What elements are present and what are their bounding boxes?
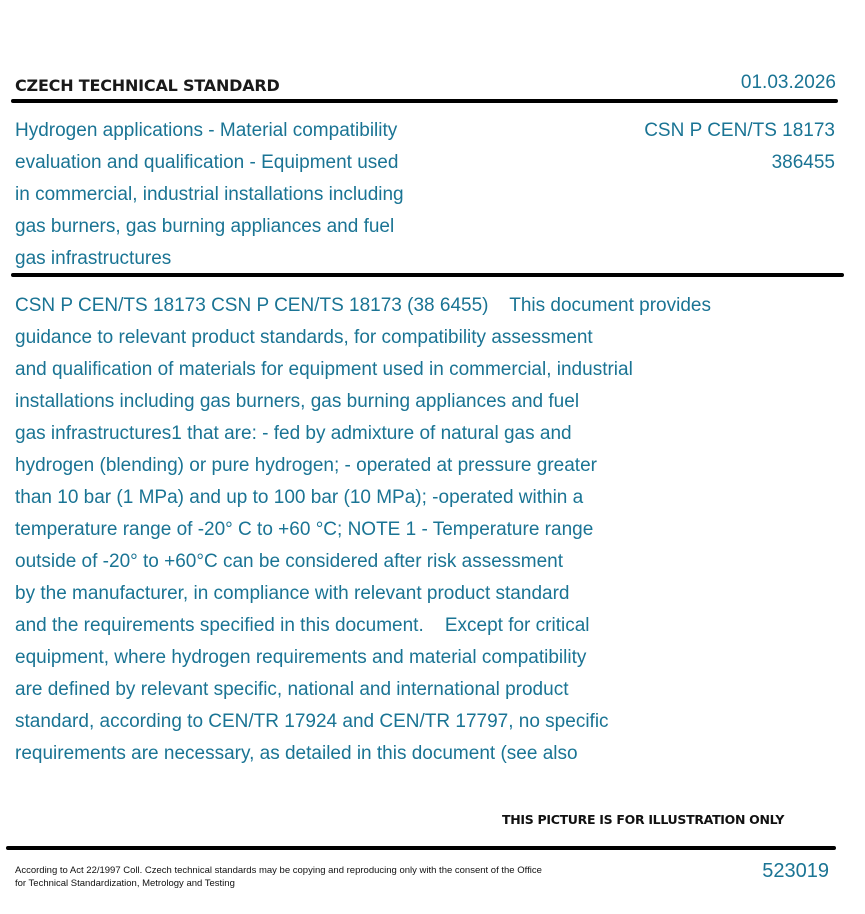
abstract-line: standard, according to CEN/TR 17924 and CEN/TR 17797, no specific <box>15 711 609 732</box>
header-divider <box>11 99 838 103</box>
catalog-number: 523019 <box>762 860 829 882</box>
classification-number: 386455 <box>771 152 835 173</box>
legal-line: According to Act 22/1997 Coll. Czech technical standards may be copying and reproducing only with the consent of the Office <box>15 865 542 876</box>
title-line: in commercial, industrial installations including <box>15 184 404 205</box>
title-line: gas infrastructures <box>15 248 172 269</box>
publication-date: 01.03.2026 <box>740 72 836 93</box>
illustration-disclaimer: THIS PICTURE IS FOR ILLUSTRATION ONLY <box>502 812 785 827</box>
legal-notice <box>15 864 585 890</box>
standard-designation: CSN P CEN/TS 18173 <box>644 120 835 141</box>
abstract-line: hydrogen (blending) or pure hydrogen; - operated at pressure greater <box>15 455 597 476</box>
title-line: gas burners, gas burning appliances and fuel <box>15 216 395 237</box>
legal-line: for Technical Standardization, Metrology and Testing <box>15 878 235 889</box>
abstract-line: outside of -20° to +60°C can be considered after risk assessment <box>15 551 564 572</box>
abstract-line: requirements are necessary, as detailed in this document (see also <box>15 743 578 764</box>
abstract-line: gas infrastructures1 that are: - fed by admixture of natural gas and <box>15 423 572 444</box>
abstract-line: than 10 bar (1 MPa) and up to 100 bar (10 MPa); -operated within a <box>15 487 584 508</box>
abstract-line: installations including gas burners, gas burning appliances and fuel <box>15 391 580 412</box>
abstract-line: CSN P CEN/TS 18173 CSN P CEN/TS 18173 (38 6455) This document provides <box>15 295 711 316</box>
standard-type-label: CZECH TECHNICAL STANDARD <box>15 76 280 95</box>
document-title <box>15 115 475 275</box>
title-divider <box>11 273 844 277</box>
title-line: evaluation and qualification - Equipment used <box>15 152 399 173</box>
footer-divider <box>6 846 836 850</box>
abstract-line: temperature range of -20° C to +60 °C; NOTE 1 - Temperature range <box>15 519 594 540</box>
title-line: Hydrogen applications - Material compatibility <box>15 120 398 141</box>
abstract-line: and the requirements specified in this document. Except for critical <box>15 615 590 636</box>
document-codes <box>644 115 835 179</box>
abstract-line: equipment, where hydrogen requirements and material compatibility <box>15 647 587 668</box>
abstract-text <box>15 290 835 770</box>
abstract-line: guidance to relevant product standards, for compatibility assessment <box>15 327 593 348</box>
abstract-line: are defined by relevant specific, national and international product <box>15 679 569 700</box>
abstract-line: by the manufacturer, in compliance with relevant product standard <box>15 583 570 604</box>
abstract-line: and qualification of materials for equipment used in commercial, industrial <box>15 359 633 380</box>
